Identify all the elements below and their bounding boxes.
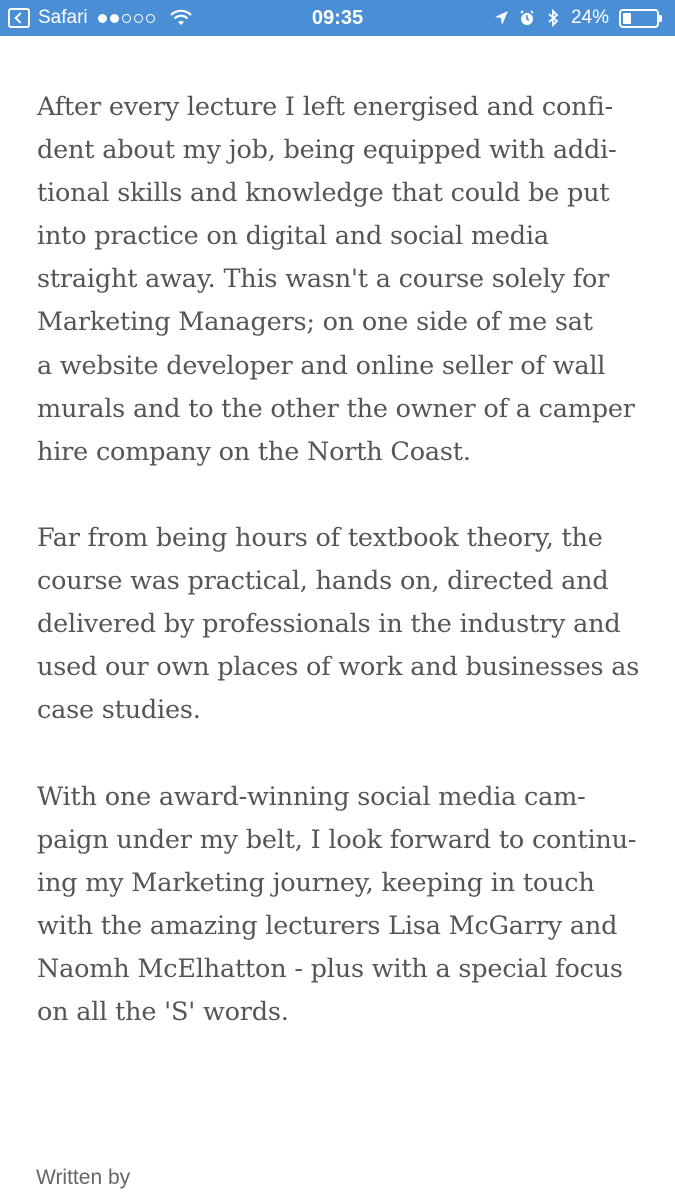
paragraph-line: course was practical, hands on, directed and <box>37 566 609 597</box>
location-arrow-icon <box>493 9 509 27</box>
article-paragraph <box>37 86 647 474</box>
paragraph-line: case studies. <box>37 695 201 726</box>
battery-percentage: 24% <box>570 7 609 28</box>
paragraph-line: Far from being hours of textbook theory, the <box>37 522 603 553</box>
status-bar-right <box>493 0 663 36</box>
paragraph-line: murals and to the other the owner of a camper <box>37 393 635 424</box>
paragraph-line: Marketing Managers; on one side of me sat <box>37 307 593 338</box>
paragraph-line: Naomh McElhatton - plus with a special focus <box>37 953 623 984</box>
bluetooth-icon <box>545 9 561 27</box>
article-paragraph <box>37 517 647 732</box>
status-bar <box>0 0 675 36</box>
paragraph-line: With one award-winning social media cam- <box>37 781 586 812</box>
written-by-label: Written by <box>36 1166 131 1189</box>
paragraph-line: paign under my belt, I look forward to continu- <box>37 824 637 855</box>
paragraph-line: delivered by professionals in the industry and <box>37 609 621 640</box>
paragraph-line: with the amazing lecturers Lisa McGarry and <box>37 910 618 941</box>
paragraph-line: on all the 'S' words. <box>37 996 289 1027</box>
paragraph-line: tional skills and knowledge that could be put <box>37 178 610 209</box>
battery-level <box>623 13 631 24</box>
paragraph-line: straight away. This wasn't a course solely for <box>37 264 610 295</box>
paragraph-line: ing my Marketing journey, keeping in touch <box>37 867 595 898</box>
battery-icon <box>619 9 659 28</box>
paragraph-line: hire company on the North Coast. <box>37 436 471 467</box>
status-time: 09:35 <box>311 6 364 29</box>
paragraph-line: into practice on digital and social media <box>37 221 549 252</box>
article-body <box>37 86 647 1077</box>
paragraph-line: used our own places of work and businesses as <box>37 652 640 683</box>
article-paragraph <box>37 776 647 1035</box>
alarm-clock-icon <box>519 9 535 27</box>
paragraph-line: a website developer and online seller of wall <box>37 350 606 381</box>
paragraph-line: dent about my job, being equipped with addi- <box>37 135 617 166</box>
back-app-name[interactable]: Safari <box>38 7 88 28</box>
paragraph-line: After every lecture I left energised and confi- <box>37 92 613 122</box>
